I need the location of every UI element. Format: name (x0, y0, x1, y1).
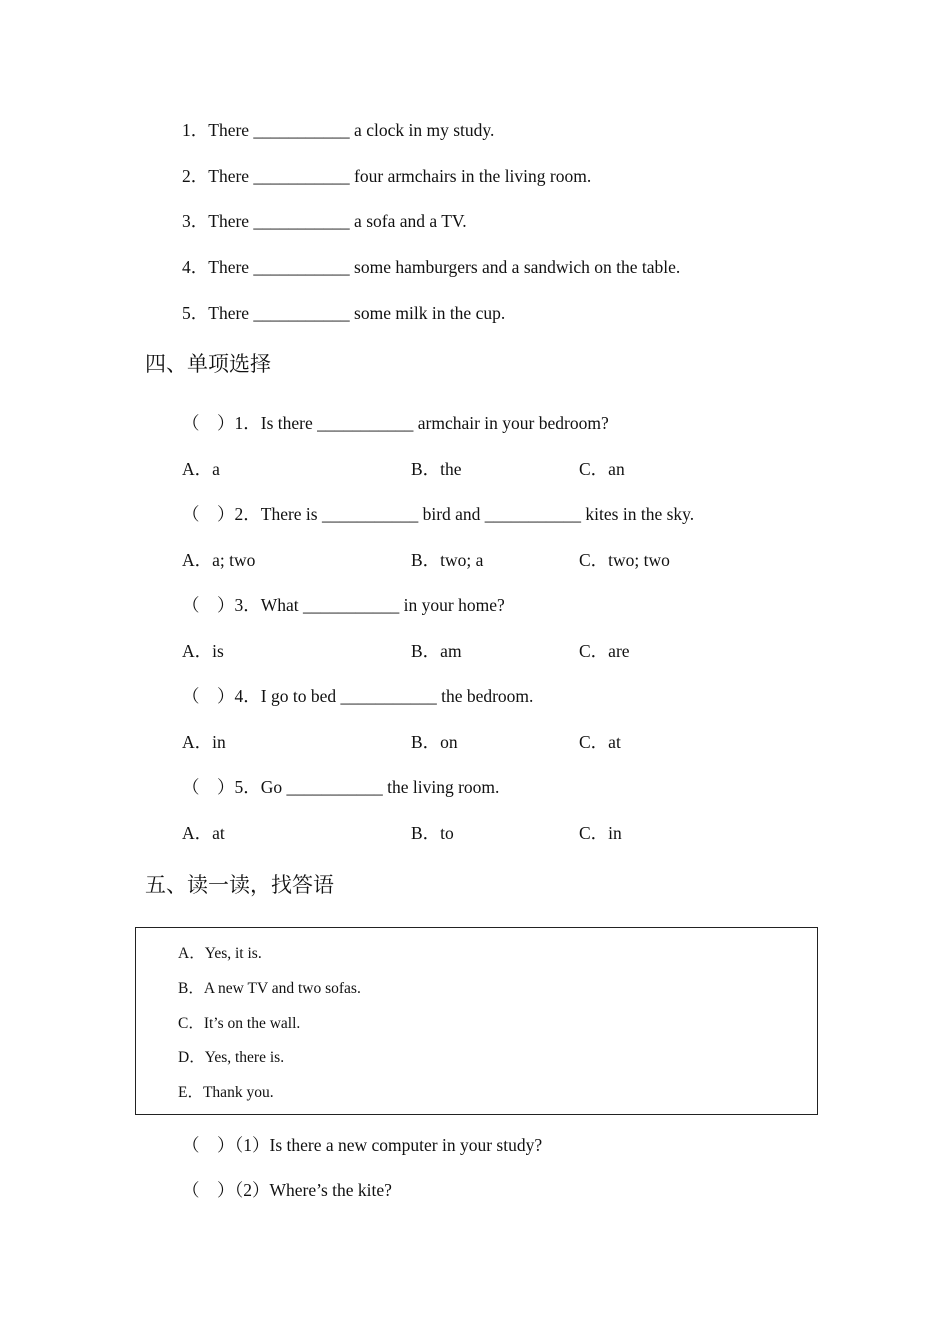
mc-q5-option-a: A．at (182, 823, 225, 843)
mc-q1-option-a: A．a (182, 459, 220, 479)
fill-blank-1: 1．There ___________ a clock in my study. (182, 120, 495, 140)
mc-q2-option-c: C．two; two (579, 550, 670, 570)
mc-q5-option-b: B．to (411, 823, 454, 843)
fill-blank-2: 2．There ___________ four armchairs in the living room. (182, 166, 592, 186)
fill-blank-5: 5．There ___________ some milk in the cup. (182, 303, 506, 323)
mc-question-1: （ ）1．Is there ___________ armchair in your bedroom? (182, 413, 609, 433)
answer-a: A．Yes, it is. (178, 945, 262, 962)
fill-blank-4: 4．There ___________ some hamburgers and a sandwich on the table. (182, 257, 681, 277)
mc-q1-option-c: C．an (579, 459, 625, 479)
section-5-title: 五、读一读，找答语 (145, 873, 334, 897)
answer-d: D．Yes, there is. (178, 1049, 285, 1066)
answer-b: B．A new TV and two sofas. (178, 980, 361, 997)
mc-question-3: （ ）3．What ___________ in your home? (182, 595, 505, 615)
mc-q2-option-b: B．two; a (411, 550, 484, 570)
mc-q5-option-c: C．in (579, 823, 622, 843)
match-question-1: （ ）（1）Is there a new computer in your study? (182, 1135, 543, 1155)
section-4-title: 四、单项选择 (145, 352, 271, 376)
answer-c: C．It’s on the wall. (178, 1015, 301, 1032)
answer-e: E．Thank you. (178, 1084, 274, 1101)
mc-q2-option-a: A．a; two (182, 550, 256, 570)
mc-q3-option-c: C．are (579, 641, 630, 661)
mc-question-2: （ ）2．There is ___________ bird and ___________ kites in the sky. (182, 504, 695, 524)
mc-q3-option-b: B．am (411, 641, 462, 661)
mc-question-5: （ ）5．Go ___________ the living room. (182, 777, 500, 797)
mc-q4-option-c: C．at (579, 732, 621, 752)
mc-q4-option-a: A．in (182, 732, 226, 752)
mc-question-4: （ ）4．I go to bed ___________ the bedroom. (182, 686, 534, 706)
mc-q1-option-b: B．the (411, 459, 462, 479)
mc-q4-option-b: B．on (411, 732, 458, 752)
mc-q3-option-a: A．is (182, 641, 224, 661)
answer-box (135, 927, 818, 1115)
match-question-2: （ ）（2）Where’s the kite? (182, 1180, 392, 1200)
fill-blank-3: 3．There ___________ a sofa and a TV. (182, 211, 467, 231)
